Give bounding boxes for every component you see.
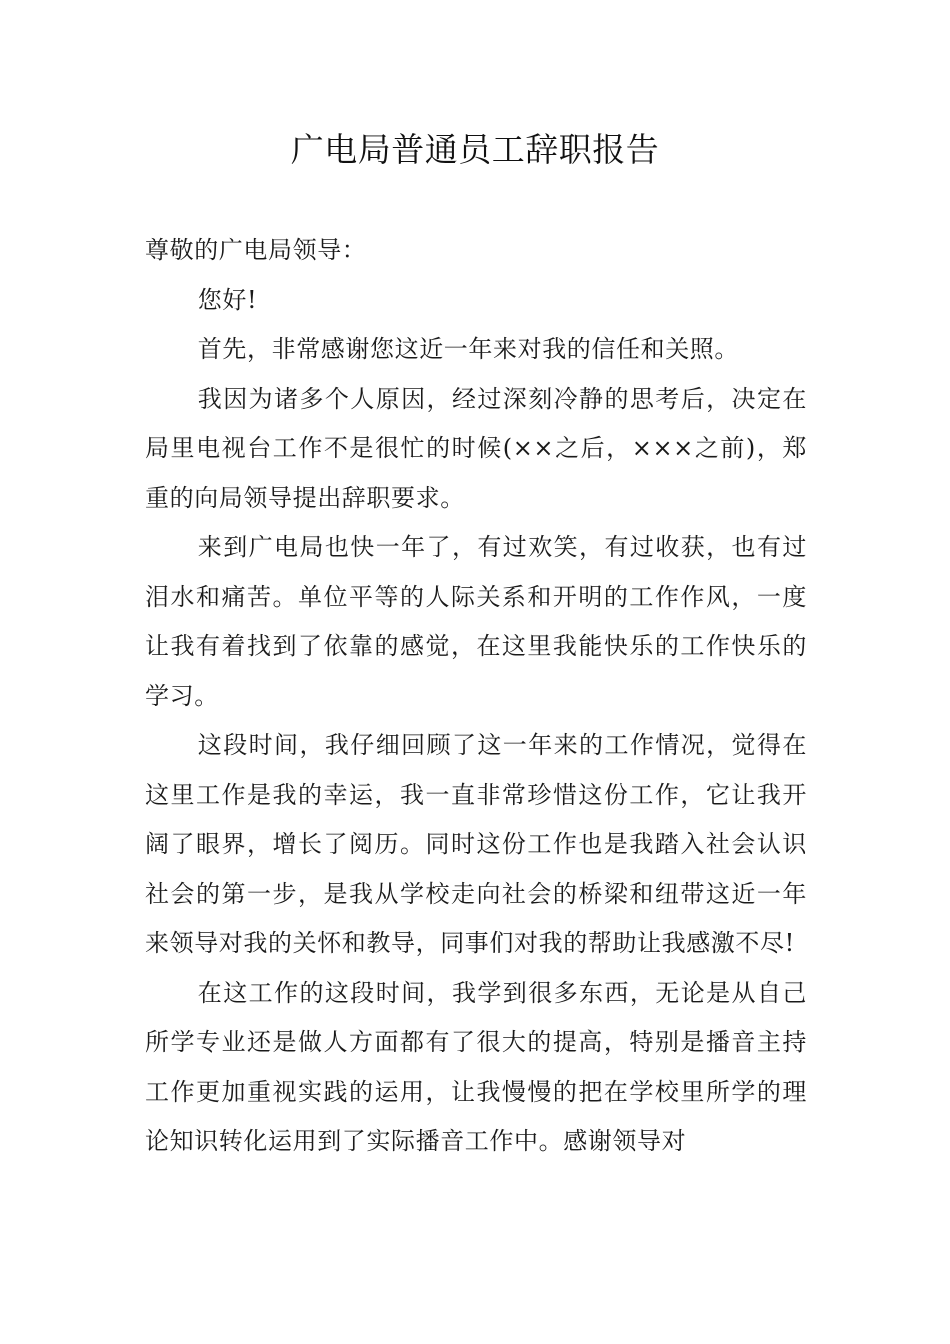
paragraph-thanks: 首先，非常感谢您这近一年来对我的信任和关照。 <box>197 335 739 363</box>
salutation: 尊敬的广电局领导： <box>145 236 367 264</box>
paragraph-learning: 在这工作的这段时间，我学到很多东西，无论是从自己所学专业还是做人方面都有了很大的提高，特别是播音主持工作更加重视实践的运用，让我慢慢的把在学校里所学的理论知识转化运用到了实际播音工作中。感谢领导对 <box>145 978 807 1155</box>
document-body <box>145 226 807 1167</box>
paragraph-reflection: 这段时间，我仔细回顾了这一年来的工作情况，觉得在这里工作是我的幸运，我一直非常珍惜这份工作，它让我开阔了眼界，增长了阅历。同时这份工作也是我踏入社会认识社会的第一步，是我从学校走向社会的桥梁和纽带这近一年来领导对我的关怀和教导，同事们对我的帮助让我感激不尽! <box>145 731 807 957</box>
paragraph-resignation-request: 我因为诸多个人原因，经过深刻冷静的思考后，决定在局里电视台工作不是很忙的时候(××之后，×××之前)，郑重的向局领导提出辞职要求。 <box>145 384 807 512</box>
document-title: 广电局普通员工辞职报告 <box>290 130 660 169</box>
paragraph-experience: 来到广电局也快一年了，有过欢笑，有过收获，也有过泪水和痛苦。单位平等的人际关系和开明的工作作风，一度让我有着找到了依靠的感觉，在这里我能快乐的工作快乐的学习。 <box>145 533 807 710</box>
paragraph-greeting: 您好! <box>197 285 258 314</box>
